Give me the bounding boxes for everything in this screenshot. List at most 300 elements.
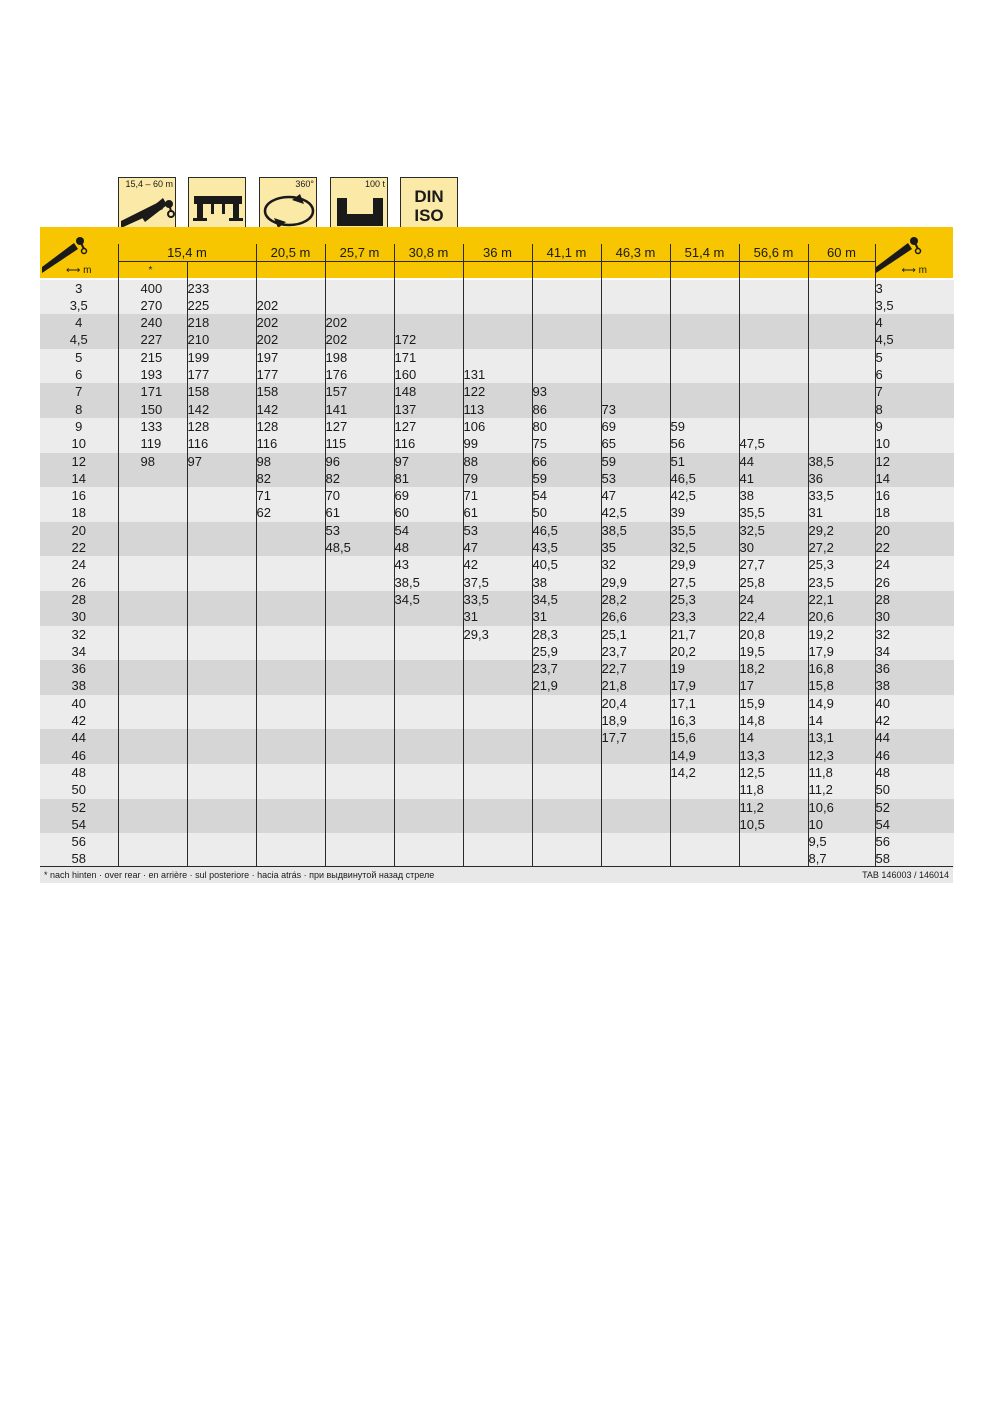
load-cell [394, 643, 463, 660]
radius-cell-right: 9 [875, 418, 954, 435]
radius-cell-right: 36 [875, 660, 954, 677]
table-row [40, 522, 954, 539]
load-cell: 400 [118, 280, 187, 297]
load-cell [739, 349, 808, 366]
load-cell [118, 816, 187, 833]
load-cell: 14,8 [739, 712, 808, 729]
radius-cell: 44 [40, 729, 118, 746]
counterweight-label: 100 t [364, 179, 385, 189]
load-cell [532, 280, 601, 297]
load-cell [187, 729, 256, 746]
load-cell: 50 [532, 504, 601, 521]
load-cell [463, 833, 532, 850]
radius-cell-right: 44 [875, 729, 954, 746]
radius-cell-right: 10 [875, 435, 954, 452]
load-cell: 148 [394, 383, 463, 400]
load-cell: 17,9 [670, 677, 739, 694]
load-cell: 157 [325, 383, 394, 400]
table-row [40, 729, 954, 746]
radius-cell: 22 [40, 539, 118, 556]
slew-label: 360° [295, 179, 314, 189]
load-cell: 97 [187, 453, 256, 470]
load-cell [670, 297, 739, 314]
load-cell: 29,9 [601, 574, 670, 591]
table-row [40, 643, 954, 660]
radius-cell: 38 [40, 677, 118, 694]
load-cell: 270 [118, 297, 187, 314]
boom-range-label: 15,4 – 60 m [125, 179, 173, 189]
load-cell [463, 816, 532, 833]
table-row [40, 608, 954, 625]
load-cell: 198 [325, 349, 394, 366]
load-cell [256, 626, 325, 643]
radius-cell-right: 24 [875, 556, 954, 573]
load-cell [187, 504, 256, 521]
load-cell: 46,5 [532, 522, 601, 539]
load-cell: 10,5 [739, 816, 808, 833]
load-cell: 25,1 [601, 626, 670, 643]
load-cell: 218 [187, 314, 256, 331]
load-cell: 39 [670, 504, 739, 521]
load-cell [532, 747, 601, 764]
load-cell: 38,5 [808, 453, 875, 470]
load-cell [532, 781, 601, 798]
load-cell: 20,2 [670, 643, 739, 660]
radius-cell: 26 [40, 574, 118, 591]
radius-cell: 54 [40, 816, 118, 833]
load-cell: 133 [118, 418, 187, 435]
load-cell [187, 522, 256, 539]
load-cell [394, 297, 463, 314]
load-cell: 69 [394, 487, 463, 504]
load-cell [394, 729, 463, 746]
load-cell [256, 539, 325, 556]
load-cell: 199 [187, 349, 256, 366]
load-cell: 11,8 [739, 781, 808, 798]
load-cell [601, 331, 670, 348]
table-row [40, 366, 954, 383]
radius-cell-right: 38 [875, 677, 954, 694]
load-cell [187, 556, 256, 573]
load-cell [118, 626, 187, 643]
load-cell: 13,1 [808, 729, 875, 746]
footnote: * nach hinten · over rear · en arrière · sul posteriore · hacia atrás · при выдвинутой назад стреле [44, 870, 435, 880]
load-cell [187, 764, 256, 781]
load-cell: 88 [463, 453, 532, 470]
over-rear-mark: * [118, 262, 187, 280]
load-cell: 59 [601, 453, 670, 470]
load-cell [325, 729, 394, 746]
load-cell [532, 314, 601, 331]
load-cell [256, 747, 325, 764]
load-cell [256, 677, 325, 694]
load-cell: 19,5 [739, 643, 808, 660]
load-cell [739, 383, 808, 400]
load-cell: 119 [118, 435, 187, 452]
table-row [40, 331, 954, 348]
load-cell [601, 781, 670, 798]
load-cell: 12,3 [808, 747, 875, 764]
load-cell [394, 764, 463, 781]
load-cell: 59 [532, 470, 601, 487]
load-cell: 38 [532, 574, 601, 591]
table-row [40, 504, 954, 521]
load-cell: 193 [118, 366, 187, 383]
load-cell: 131 [463, 366, 532, 383]
radius-cell-right: 22 [875, 539, 954, 556]
load-cell: 14,9 [808, 695, 875, 712]
radius-cell-right: 48 [875, 764, 954, 781]
load-cell: 128 [187, 418, 256, 435]
load-cell: 115 [325, 435, 394, 452]
load-cell [256, 816, 325, 833]
load-cell: 150 [118, 401, 187, 418]
load-cell [739, 280, 808, 297]
load-cell [118, 643, 187, 660]
boom-header: 25,7 m [325, 244, 394, 262]
load-cell: 11,2 [739, 799, 808, 816]
load-cell: 14,2 [670, 764, 739, 781]
load-cell [463, 297, 532, 314]
table-row [40, 799, 954, 816]
load-cell: 98 [256, 453, 325, 470]
load-cell: 202 [325, 331, 394, 348]
load-cell [118, 556, 187, 573]
boom-header: 51,4 m [670, 244, 739, 262]
load-cell: 202 [325, 314, 394, 331]
load-chart-table [40, 244, 954, 868]
load-cell [601, 297, 670, 314]
table-row [40, 677, 954, 694]
load-cell: 47 [601, 487, 670, 504]
load-cell: 29,2 [808, 522, 875, 539]
load-cell [325, 695, 394, 712]
load-cell [463, 729, 532, 746]
radius-cell-right: 46 [875, 747, 954, 764]
load-cell [808, 383, 875, 400]
radius-cell: 5 [40, 349, 118, 366]
load-cell: 43 [394, 556, 463, 573]
load-cell [463, 660, 532, 677]
load-cell [670, 331, 739, 348]
load-cell [187, 833, 256, 850]
load-cell [739, 833, 808, 850]
boom-header: 56,6 m [739, 244, 808, 262]
load-cell [187, 591, 256, 608]
table-row [40, 556, 954, 573]
load-cell [256, 574, 325, 591]
radius-cell-right: 26 [875, 574, 954, 591]
load-cell [739, 418, 808, 435]
load-cell [463, 643, 532, 660]
radius-cell: 34 [40, 643, 118, 660]
table-row [40, 280, 954, 297]
load-cell [601, 764, 670, 781]
load-cell [394, 626, 463, 643]
load-cell: 10 [808, 816, 875, 833]
load-cell: 53 [325, 522, 394, 539]
radius-cell: 58 [40, 850, 118, 867]
load-cell: 97 [394, 453, 463, 470]
radius-unit-left: ⟷ m [66, 265, 92, 277]
load-cell [532, 331, 601, 348]
load-cell [256, 643, 325, 660]
load-cell [394, 677, 463, 694]
load-cell [256, 591, 325, 608]
radius-cell: 40 [40, 695, 118, 712]
load-cell: 25,8 [739, 574, 808, 591]
load-cell [601, 816, 670, 833]
radius-cell-right: 32 [875, 626, 954, 643]
load-cell: 25,3 [670, 591, 739, 608]
load-cell [325, 297, 394, 314]
load-cell: 79 [463, 470, 532, 487]
load-cell: 202 [256, 297, 325, 314]
load-cell [463, 712, 532, 729]
table-row [40, 435, 954, 452]
load-cell [808, 314, 875, 331]
load-cell [601, 747, 670, 764]
table-row [40, 418, 954, 435]
load-cell: 42 [463, 556, 532, 573]
load-cell [256, 799, 325, 816]
load-cell: 61 [463, 504, 532, 521]
load-cell: 177 [256, 366, 325, 383]
load-cell [394, 660, 463, 677]
load-cell [808, 435, 875, 452]
iso-label: ISO [414, 206, 444, 225]
load-cell [670, 781, 739, 798]
load-cell [187, 712, 256, 729]
load-cell [739, 366, 808, 383]
load-cell [118, 522, 187, 539]
load-cell [325, 574, 394, 591]
load-cell [670, 280, 739, 297]
load-cell: 29,9 [670, 556, 739, 573]
load-cell: 233 [187, 280, 256, 297]
load-cell [256, 608, 325, 625]
load-cell [325, 660, 394, 677]
load-cell: 40,5 [532, 556, 601, 573]
radius-cell: 4,5 [40, 331, 118, 348]
load-cell [325, 833, 394, 850]
load-cell: 46,5 [670, 470, 739, 487]
load-cell: 51 [670, 453, 739, 470]
load-cell [670, 366, 739, 383]
radius-cell-right: 42 [875, 712, 954, 729]
table-row [40, 574, 954, 591]
load-cell [670, 816, 739, 833]
load-cell [394, 747, 463, 764]
radius-cell-right: 34 [875, 643, 954, 660]
load-cell [601, 280, 670, 297]
load-cell: 37,5 [463, 574, 532, 591]
table-row [40, 816, 954, 833]
load-cell: 116 [187, 435, 256, 452]
load-cell: 71 [463, 487, 532, 504]
load-cell [325, 643, 394, 660]
load-cell [532, 816, 601, 833]
load-cell: 56 [670, 435, 739, 452]
load-cell [463, 695, 532, 712]
load-cell: 32,5 [739, 522, 808, 539]
unit-row [40, 262, 954, 280]
table-row [40, 401, 954, 418]
load-cell: 62 [256, 504, 325, 521]
load-cell: 12,5 [739, 764, 808, 781]
load-cell [601, 366, 670, 383]
load-cell: 27,7 [739, 556, 808, 573]
load-cell [463, 331, 532, 348]
load-cell [394, 314, 463, 331]
load-cell: 54 [532, 487, 601, 504]
load-cell [601, 799, 670, 816]
load-cell [670, 799, 739, 816]
load-cell: 21,8 [601, 677, 670, 694]
load-cell: 35,5 [670, 522, 739, 539]
load-cell [532, 695, 601, 712]
radius-cell: 18 [40, 504, 118, 521]
load-cell: 23,5 [808, 574, 875, 591]
load-cell [325, 608, 394, 625]
radius-cell: 32 [40, 626, 118, 643]
load-cell: 54 [394, 522, 463, 539]
radius-cell: 14 [40, 470, 118, 487]
load-cell [187, 626, 256, 643]
load-cell: 47 [463, 539, 532, 556]
load-cell [463, 799, 532, 816]
load-cell [118, 747, 187, 764]
load-cell [118, 833, 187, 850]
load-cell [670, 383, 739, 400]
load-cell [118, 799, 187, 816]
table-row [40, 781, 954, 798]
radius-unit-right: ⟷ m [875, 262, 954, 280]
load-cell: 197 [256, 349, 325, 366]
load-cell: 81 [394, 470, 463, 487]
load-cell [601, 833, 670, 850]
load-cell: 65 [601, 435, 670, 452]
load-cell [256, 695, 325, 712]
load-cell: 75 [532, 435, 601, 452]
load-cell [187, 660, 256, 677]
load-cell [325, 799, 394, 816]
radius-cell-right: 8 [875, 401, 954, 418]
radius-cell-right: 5 [875, 349, 954, 366]
radius-cell: 3 [40, 280, 118, 297]
load-cell: 70 [325, 487, 394, 504]
load-cell: 23,7 [601, 643, 670, 660]
load-cell: 42,5 [601, 504, 670, 521]
load-cell [532, 297, 601, 314]
table-row [40, 626, 954, 643]
load-cell [187, 799, 256, 816]
radius-cell: 12 [40, 453, 118, 470]
radius-cell: 42 [40, 712, 118, 729]
load-cell: 25,9 [532, 643, 601, 660]
radius-cell-right: 30 [875, 608, 954, 625]
load-cell [118, 677, 187, 694]
table-row [40, 660, 954, 677]
load-cell: 16,8 [808, 660, 875, 677]
load-cell: 22,4 [739, 608, 808, 625]
load-cell: 20,4 [601, 695, 670, 712]
load-cell: 24 [739, 591, 808, 608]
load-cell [118, 660, 187, 677]
load-cell [394, 280, 463, 297]
load-cell [118, 712, 187, 729]
radius-cell: 3,5 [40, 297, 118, 314]
load-cell [118, 695, 187, 712]
load-cell: 28,2 [601, 591, 670, 608]
load-cell: 227 [118, 331, 187, 348]
radius-cell: 30 [40, 608, 118, 625]
load-cell: 9,5 [808, 833, 875, 850]
load-cell [670, 349, 739, 366]
load-cell: 33,5 [808, 487, 875, 504]
load-cell: 22,1 [808, 591, 875, 608]
load-cell: 66 [532, 453, 601, 470]
load-cell: 44 [739, 453, 808, 470]
load-cell: 20,6 [808, 608, 875, 625]
load-cell [532, 349, 601, 366]
load-cell [394, 816, 463, 833]
load-cell [808, 331, 875, 348]
table-row [40, 833, 954, 850]
load-cell: 13,3 [739, 747, 808, 764]
radius-cell-right: 14 [875, 470, 954, 487]
load-cell: 31 [808, 504, 875, 521]
load-cell [187, 470, 256, 487]
load-cell [463, 781, 532, 798]
load-cell: 32 [601, 556, 670, 573]
load-cell: 215 [118, 349, 187, 366]
load-cell: 22,7 [601, 660, 670, 677]
load-cell [808, 366, 875, 383]
load-cell: 21,9 [532, 677, 601, 694]
load-cell [394, 695, 463, 712]
table-row [40, 591, 954, 608]
radius-cell: 10 [40, 435, 118, 452]
load-cell: 27,2 [808, 539, 875, 556]
load-cell [256, 522, 325, 539]
load-cell [808, 401, 875, 418]
load-cell [325, 280, 394, 297]
load-cell: 99 [463, 435, 532, 452]
load-cell [187, 677, 256, 694]
load-cell: 36 [808, 470, 875, 487]
boom-header: 41,1 m [532, 244, 601, 262]
radius-cell-right: 3,5 [875, 297, 954, 314]
load-cell [739, 401, 808, 418]
radius-cell-right: 28 [875, 591, 954, 608]
load-cell [394, 799, 463, 816]
load-cell [532, 729, 601, 746]
load-cell [118, 591, 187, 608]
load-cell: 18,9 [601, 712, 670, 729]
load-cell: 15,8 [808, 677, 875, 694]
table-footer [40, 866, 953, 883]
load-cell: 86 [532, 401, 601, 418]
load-cell: 160 [394, 366, 463, 383]
load-cell [256, 833, 325, 850]
load-cell: 60 [394, 504, 463, 521]
load-cell [808, 418, 875, 435]
radius-cell: 9 [40, 418, 118, 435]
radius-cell: 16 [40, 487, 118, 504]
table-row [40, 712, 954, 729]
load-cell [118, 764, 187, 781]
